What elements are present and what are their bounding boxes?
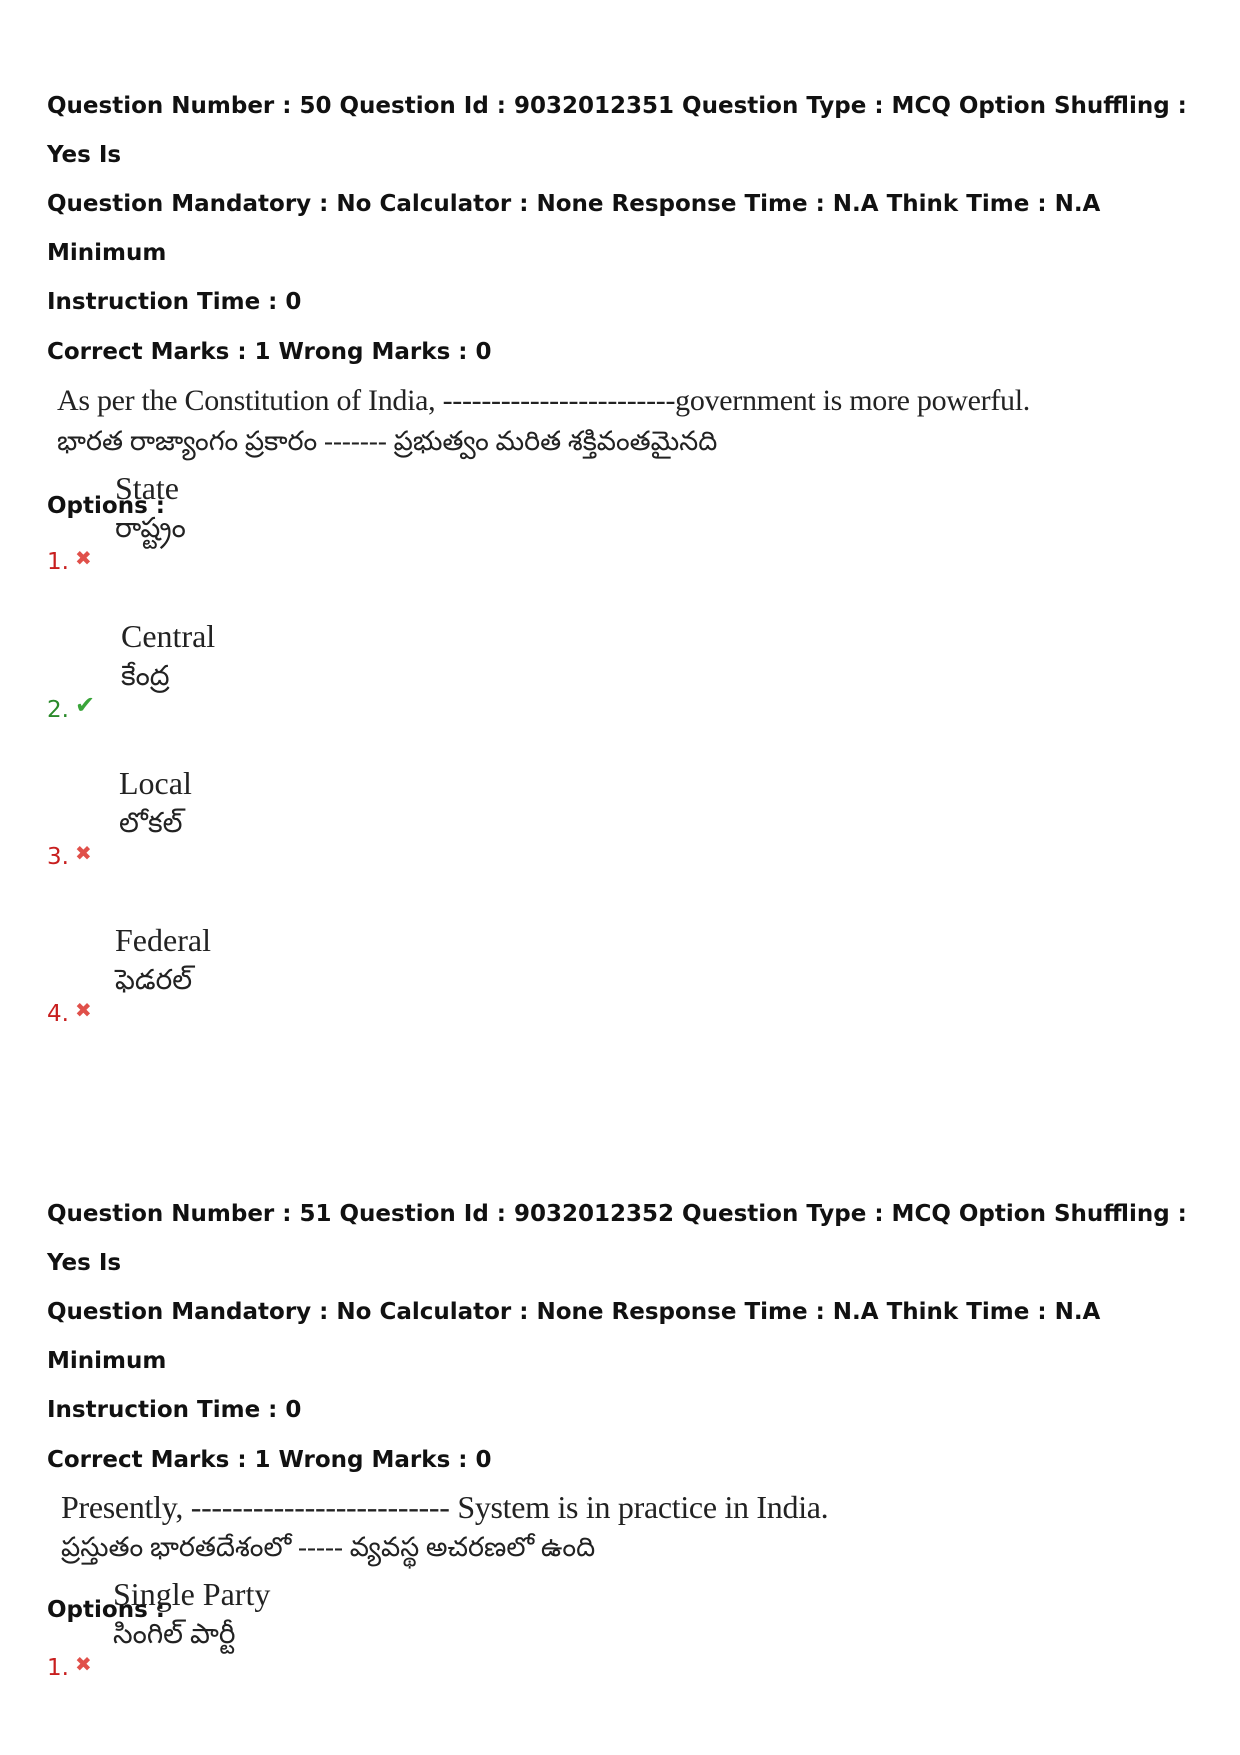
options-label: Options : — [47, 1597, 165, 1623]
question-meta-line: Question Mandatory : No Calculator : None Response Time : N.A Think Time : N.A Minimum — [47, 1299, 1101, 1374]
question-text-telugu: భారత రాజ్యాంగం ప్రకారం ------- ప్రభుత్వం మరిత శక్తివంతమైనది — [57, 426, 718, 456]
option-number — [47, 999, 92, 1029]
question-meta-line: Question Number : 51 Question Id : 9032012352 Question Type : MCQ Option Shuffling : Yes Is — [47, 1201, 1187, 1276]
question-meta-line: Question Number : 50 Question Id : 9032012351 Question Type : MCQ Option Shuffling : Yes Is — [47, 93, 1187, 168]
option-1 — [47, 1573, 647, 1683]
cross-icon: ✖ — [74, 1652, 92, 1676]
question-text — [57, 381, 1207, 461]
question-meta-line: Instruction Time : 0 — [47, 1397, 302, 1423]
options-label: Options : — [47, 493, 165, 519]
option-text-english: Single Party — [113, 1576, 271, 1612]
option-text — [121, 615, 215, 697]
question-meta-line: Instruction Time : 0 — [47, 289, 302, 315]
cross-icon: ✖ — [74, 998, 92, 1022]
option-number — [47, 1653, 92, 1683]
option-number-label: 1. — [47, 549, 69, 575]
option-2 — [47, 615, 647, 725]
question-50 — [47, 82, 1207, 1027]
option-text-english: Central — [121, 618, 216, 654]
cross-icon: ✖ — [74, 546, 92, 570]
option-text — [113, 1573, 270, 1655]
question-meta-line: Question Mandatory : No Calculator : None Response Time : N.A Think Time : N.A Minimum — [47, 191, 1101, 266]
option-number-label: 3. — [47, 844, 69, 870]
option-number-label: 4. — [47, 1001, 69, 1027]
question-text-english: Presently, ------------------------- System is in practice in India. — [61, 1489, 829, 1525]
option-text-telugu: ఫెడరల్ — [115, 965, 193, 996]
option-3 — [47, 762, 647, 872]
option-number — [47, 691, 96, 725]
option-text — [115, 467, 186, 549]
option-number — [47, 547, 92, 577]
question-text-telugu: ప్రస్తుతం భారతదేశంలో ----- వ్యవస్థ అచరణలో ఉంది — [61, 1532, 596, 1562]
option-number-label: 1. — [47, 1655, 69, 1681]
option-text-telugu: రాష్ట్రం — [115, 513, 186, 544]
option-text-english: Local — [119, 765, 192, 801]
question-51 — [47, 1190, 1207, 1681]
option-text-telugu: కేంద్ర — [121, 661, 170, 692]
option-text — [119, 762, 192, 844]
option-1 — [47, 467, 647, 577]
option-number-label: 2. — [47, 697, 69, 723]
cross-icon: ✖ — [74, 841, 92, 865]
option-text-telugu: సింగిల్ పార్టీ — [113, 1619, 236, 1650]
marks-info: Correct Marks : 1 Wrong Marks : 0 — [47, 1447, 492, 1473]
option-text-telugu: లోకల్ — [119, 808, 183, 839]
option-text — [115, 919, 211, 1001]
option-text-english: State — [115, 470, 179, 506]
option-number — [47, 842, 92, 872]
question-text-english: As per the Constitution of India, ------------------------government is more powerful. — [57, 384, 1030, 417]
check-icon: ✔ — [74, 691, 96, 719]
option-4 — [47, 919, 647, 1029]
question-text — [61, 1487, 1207, 1567]
option-text-english: Federal — [115, 922, 211, 958]
marks-info: Correct Marks : 1 Wrong Marks : 0 — [47, 339, 492, 365]
